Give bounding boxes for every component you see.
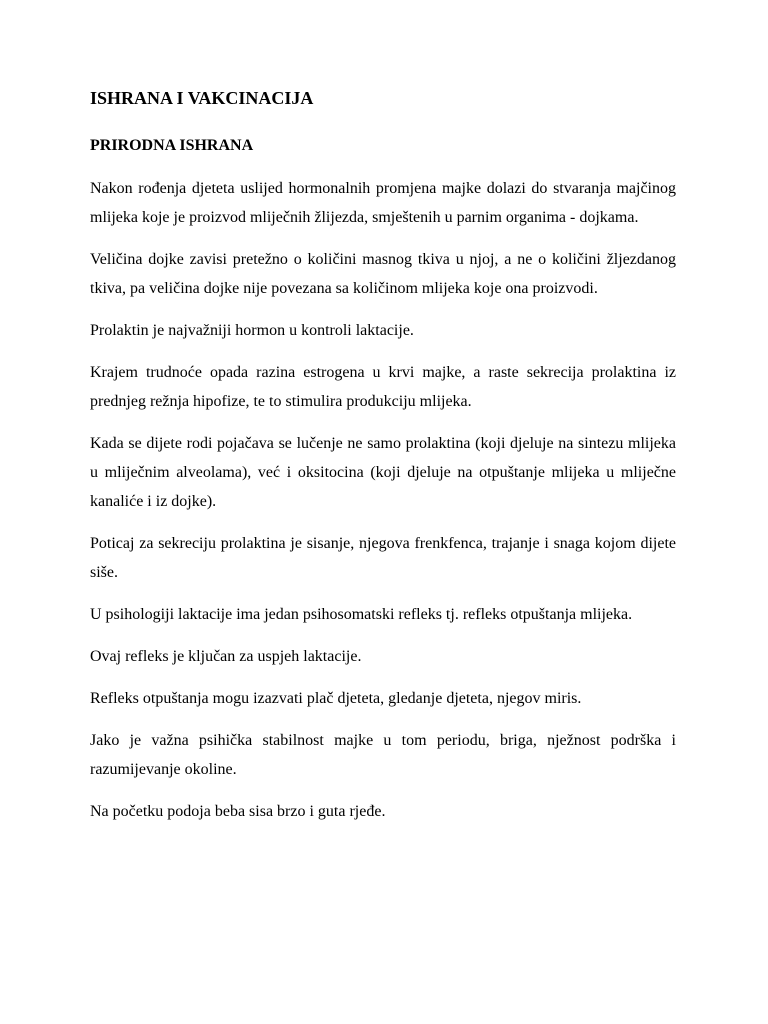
paragraph: U psihologiji laktacije ima jedan psihosomatski refleks tj. refleks otpuštanja mlijeka. — [90, 606, 633, 623]
paragraph: Prolaktin je najvažniji hormon u kontroli laktacije. — [90, 322, 414, 339]
paragraph: Poticaj za sekreciju prolaktina je sisanje, njegova frenkfenca, trajanje i snaga kojom dijete siše. — [90, 535, 676, 581]
paragraph: Nakon rođenja djeteta uslijed hormonalnih promjena majke dolazi do stvaranja majčinog mlijeka koje je proizvod mliječnih žlijezda, smještenih u parnim organima - dojkama. — [90, 180, 676, 226]
section-title: PRIRODNA ISHRANA — [90, 137, 254, 154]
document-page — [90, 84, 676, 839]
document-title: ISHRANA I VAKCINACIJA — [90, 88, 314, 108]
paragraph: Refleks otpuštanja mogu izazvati plač djeteta, gledanje djeteta, njegov miris. — [90, 690, 582, 707]
paragraph: Veličina dojke zavisi pretežno o količini masnog tkiva u njoj, a ne o količini žljezdanog tkiva, pa veličina dojke nije povezana sa količinom mlijeka koje ona proizvodi. — [90, 251, 676, 297]
paragraph: Na početku podoja beba sisa brzo i guta rjeđe. — [90, 803, 386, 820]
paragraph: Kada se dijete rodi pojačava se lučenje ne samo prolaktina (koji djeluje na sintezu mlijeka u mliječnim alveolama), već i oksitocina (koji djeluje na otpuštanje mlijeka u mliječne kanaliće i iz dojke). — [90, 435, 676, 510]
paragraph: Jako je važna psihička stabilnost majke u tom periodu, briga, nježnost podrška i razumijevanje okoline. — [90, 732, 676, 778]
paragraph: Krajem trudnoće opada razina estrogena u krvi majke, a raste sekrecija prolaktina iz prednjeg režnja hipofize, te to stimulira produkciju mlijeka. — [90, 364, 676, 410]
paragraph: Ovaj refleks je ključan za uspjeh laktacije. — [90, 648, 362, 665]
